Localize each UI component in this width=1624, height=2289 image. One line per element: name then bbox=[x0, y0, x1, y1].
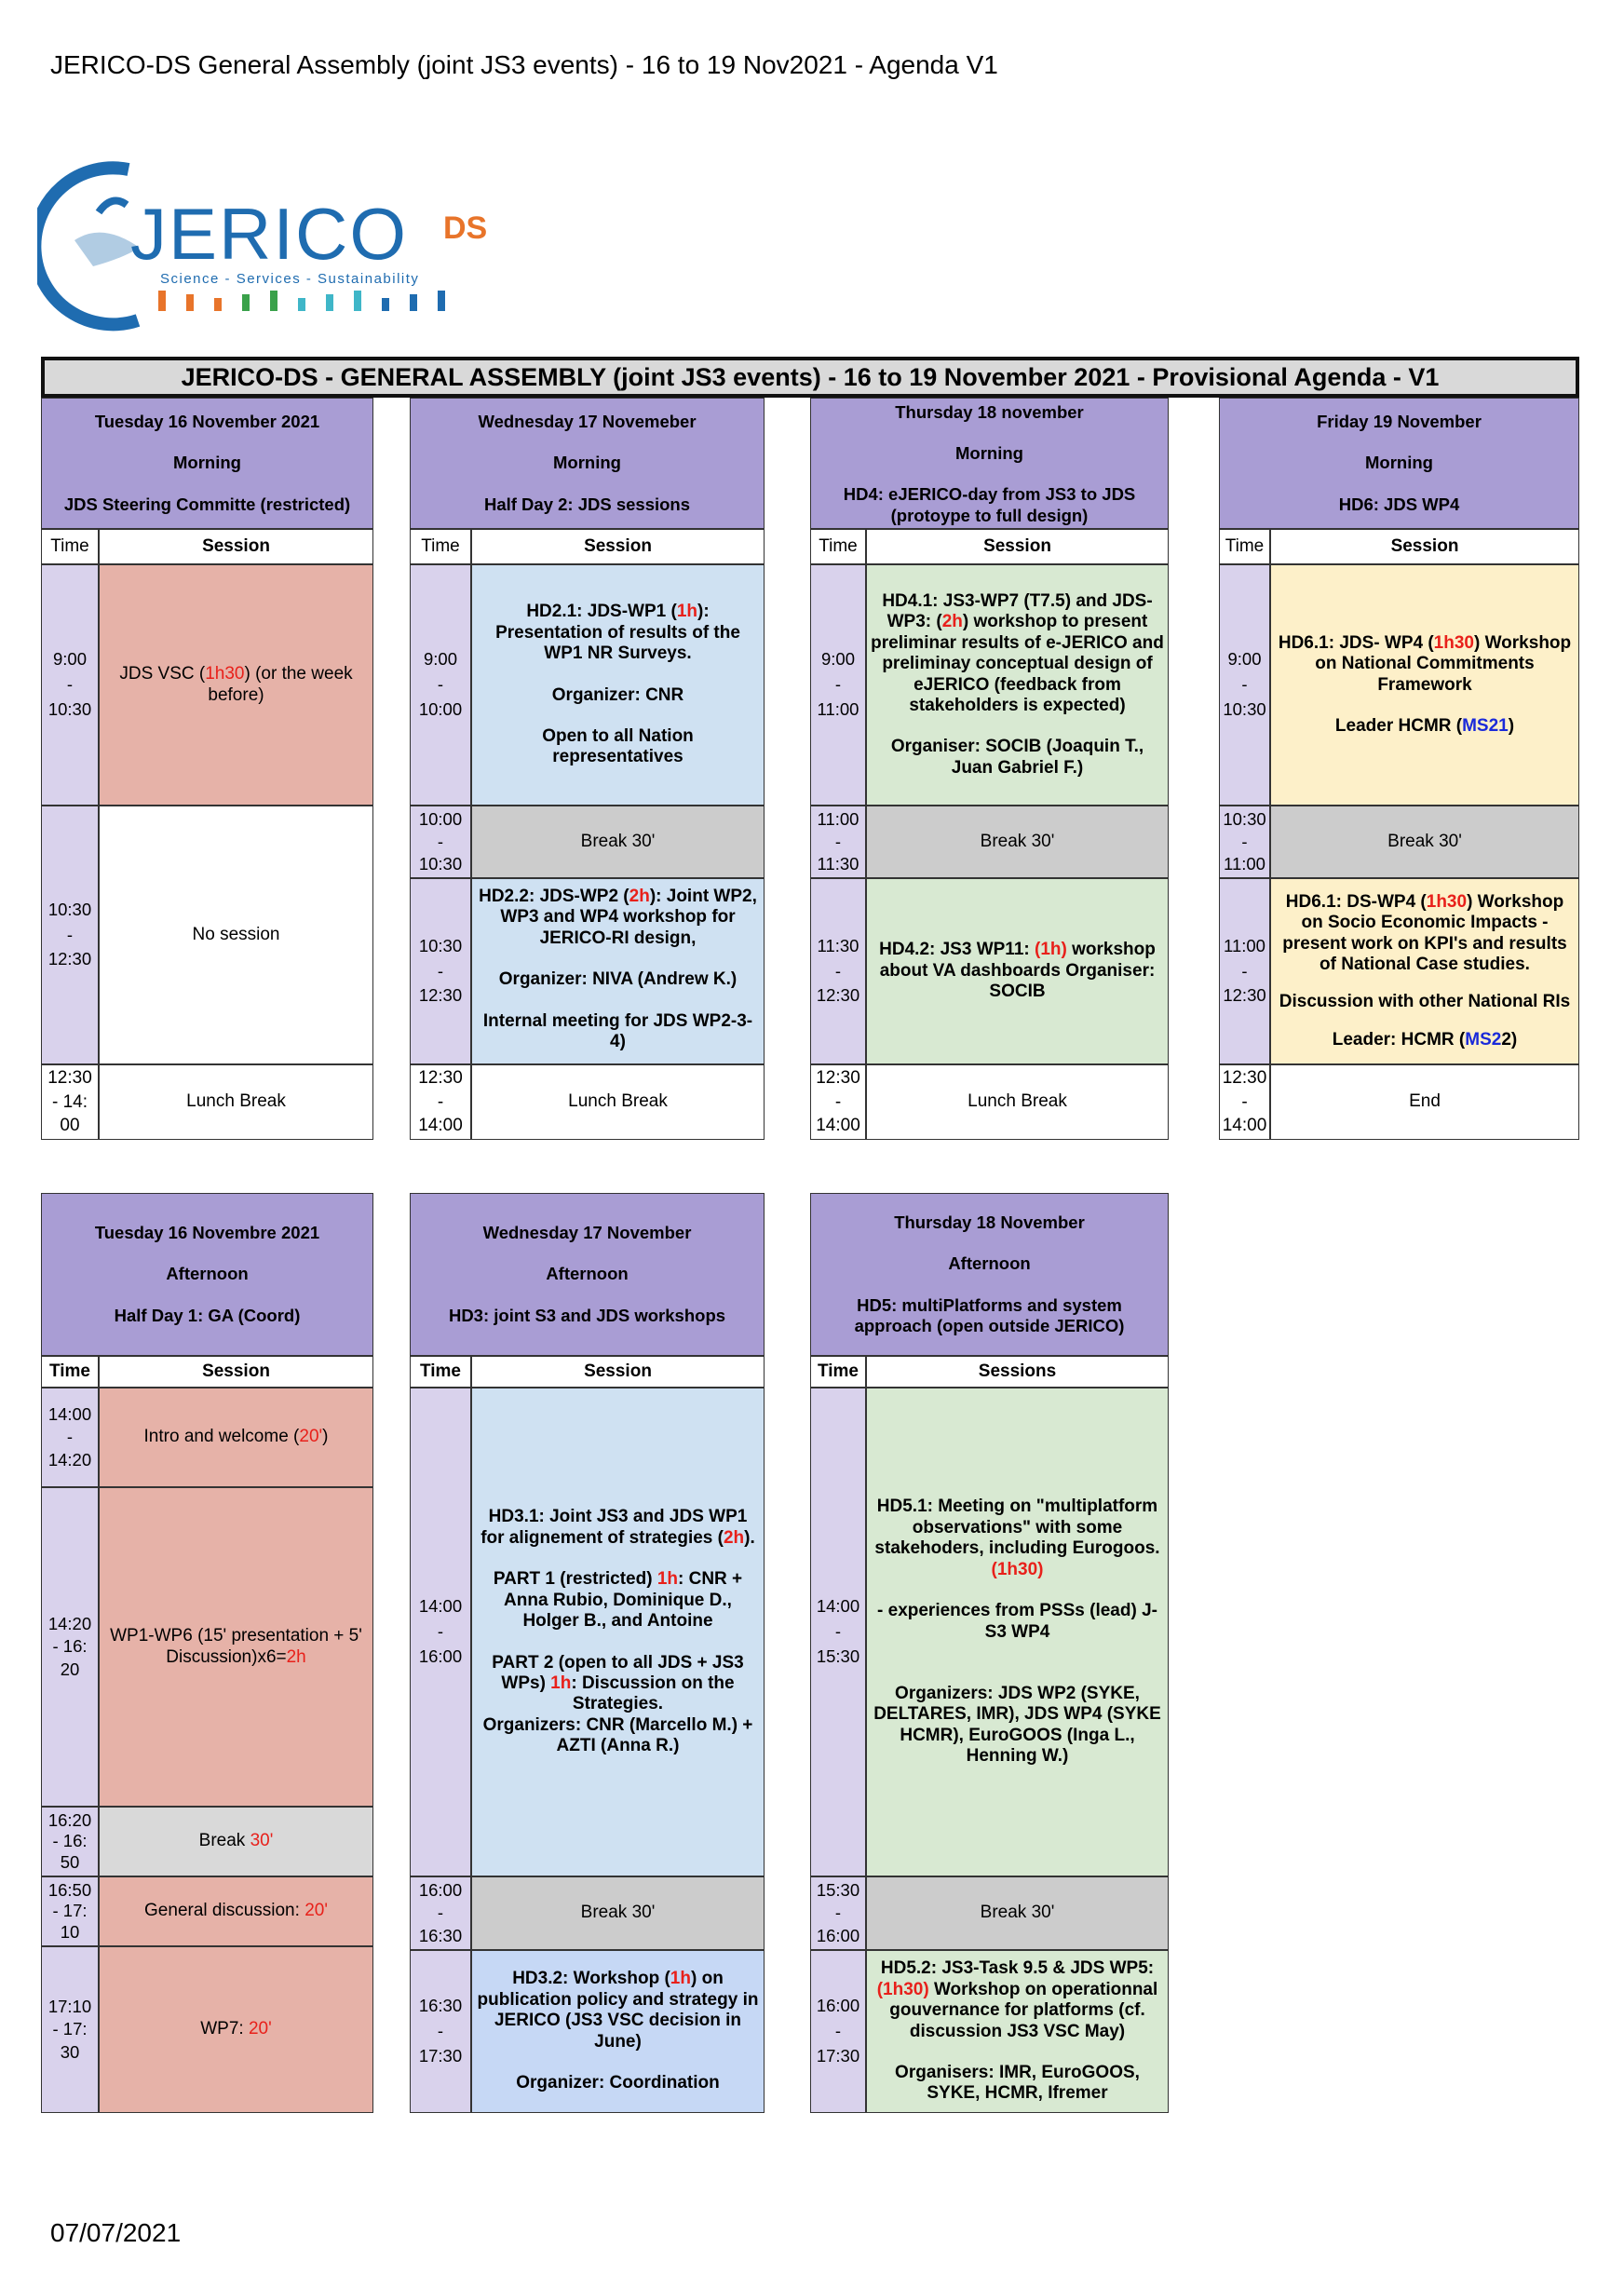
session-end: End bbox=[1270, 1064, 1579, 1140]
logo-color-bars bbox=[158, 291, 445, 311]
day-header: Wednesday 17 Novemeber Morning Half Day 2: JDS sessions bbox=[410, 398, 765, 529]
time-slot: 11:00 - 11:30 bbox=[810, 806, 866, 878]
session-hd5-1: HD5.1: Meeting on "multiplatform observations" with some stakehoders, including Eurogoos. (1h30) - experiences from PSSs (lead) J-S3 WP4 Organizers: JDS WP2 (SYKE, DELTARES, IMR), JDS WP4 (SYKE HCMR), EuroGOOS (Inga L., Henning W.) bbox=[866, 1388, 1169, 1876]
session-intro-welcome: Intro and welcome (20') bbox=[99, 1388, 373, 1487]
footer-date: 07/07/2021 bbox=[50, 2218, 182, 2247]
logo-wordmark: JERICO bbox=[130, 193, 409, 275]
session-break: Break 30' bbox=[471, 806, 765, 878]
time-slot: 11:00 - 12:30 bbox=[1219, 878, 1270, 1064]
time-column-header: Time bbox=[41, 1356, 99, 1388]
session-column-header: Session bbox=[99, 529, 373, 564]
time-slot: 14:00 - 15:30 bbox=[810, 1388, 866, 1876]
session-break: Break 30' bbox=[866, 1876, 1169, 1950]
session-hd3-2: HD3.2: Workshop (1h) on publication policy and strategy in JERICO (JS3 VSC decision in June) Organizer: Coordination bbox=[471, 1950, 765, 2113]
logo-graphic bbox=[37, 156, 521, 333]
session-hd4-1: HD4.1: JS3-WP7 (T7.5) and JDS-WP3: (2h) workshop to present preliminar results of e-JERICO and preliminay conceptual design of eJERICO (feedback from stakeholders is expected) Organiser: SOCIB (Joaquin T., Juan Gabriel F.) bbox=[866, 564, 1169, 806]
session-hd5-2: HD5.2: JS3-Task 9.5 & JDS WP5: (1h30) Workshop on operationnal gouvernance for platforms (cf. discussion JS3 VSC May) Organisers: IMR, EuroGOOS, SYKE, HCMR, Ifremer bbox=[866, 1950, 1169, 2113]
time-slot: 9:00 - 10:30 bbox=[41, 564, 99, 806]
session-break: Break 30' bbox=[99, 1807, 373, 1876]
session-break: Break 30' bbox=[471, 1876, 765, 1950]
time-slot: 9:00 - 11:00 bbox=[810, 564, 866, 806]
day-header: Tuesday 16 Novembre 2021 Afternoon Half Day 1: GA (Coord) bbox=[41, 1193, 373, 1356]
time-slot: 9:00 - 10:30 bbox=[1219, 564, 1270, 806]
time-column-header: Time bbox=[410, 529, 471, 564]
time-slot: 11:30 - 12:30 bbox=[810, 878, 866, 1064]
session-column-header: Sessions bbox=[866, 1356, 1169, 1388]
time-slot: 12:30 - 14: 00 bbox=[41, 1064, 99, 1140]
time-slot: 9:00 - 10:00 bbox=[410, 564, 471, 806]
time-slot: 12:30 - 14:00 bbox=[810, 1064, 866, 1140]
session-column-header: Session bbox=[866, 529, 1169, 564]
time-slot: 16:30 - 17:30 bbox=[410, 1950, 471, 2113]
time-column-header: Time bbox=[410, 1356, 471, 1388]
time-column-header: Time bbox=[810, 529, 866, 564]
session-no-session: No session bbox=[99, 806, 373, 1064]
session-wp7: WP7: 20' bbox=[99, 1946, 373, 2113]
session-break: Break 30' bbox=[866, 806, 1169, 878]
day-header: Wednesday 17 November Afternoon HD3: joint S3 and JDS workshops bbox=[410, 1193, 765, 1356]
session-hd2-1: HD2.1: JDS-WP1 (1h): Presentation of results of the WP1 NR Surveys. Organizer: CNR Open to all Nation representatives bbox=[471, 564, 765, 806]
time-slot: 12:30 - 14:00 bbox=[1219, 1064, 1270, 1140]
time-slot: 16:50 - 17: 10 bbox=[41, 1876, 99, 1946]
session-wp-presentations: WP1-WP6 (15' presentation + 5' Discussion)x6=2h bbox=[99, 1487, 373, 1807]
time-slot: 10:00 - 10:30 bbox=[410, 806, 471, 878]
session-hd4-2: HD4.2: JS3 WP11: (1h) workshop about VA dashboards Organiser: SOCIB bbox=[866, 878, 1169, 1064]
session-jds-vsc: JDS VSC (1h30) (or the week before) bbox=[99, 564, 373, 806]
document-title: JERICO-DS General Assembly (joint JS3 events) - 16 to 19 Nov2021 - Agenda V1 bbox=[50, 50, 998, 79]
session-hd6-1-socio: HD6.1: DS-WP4 (1h30) Workshop on Socio Economic Impacts - present work on KPI's and results of National Case studies. Discussion with other National RIs Leader: HCMR (MS22) bbox=[1270, 878, 1579, 1064]
time-slot: 14:00 - 16:00 bbox=[410, 1388, 471, 1876]
time-slot: 14:00 - 14:20 bbox=[41, 1388, 99, 1487]
session-column-header: Session bbox=[99, 1356, 373, 1388]
time-column-header: Time bbox=[810, 1356, 866, 1388]
day-header: Friday 19 November Morning HD6: JDS WP4 bbox=[1219, 398, 1579, 529]
day-header: Tuesday 16 November 2021 Morning JDS Steering Committe (restricted) bbox=[41, 398, 373, 529]
logo-tagline: Science - Services - Sustainability bbox=[160, 271, 420, 287]
time-slot: 10:30 - 12:30 bbox=[41, 806, 99, 1064]
time-column-header: Time bbox=[41, 529, 99, 564]
time-slot: 15:30 - 16:00 bbox=[810, 1876, 866, 1950]
session-lunch-break: Lunch Break bbox=[99, 1064, 373, 1140]
session-lunch-break: Lunch Break bbox=[471, 1064, 765, 1140]
session-break: Break 30' bbox=[1270, 806, 1579, 878]
session-general-discussion: General discussion: 20' bbox=[99, 1876, 373, 1946]
jerico-ds-logo bbox=[37, 156, 521, 333]
session-column-header: Session bbox=[1270, 529, 1579, 564]
session-lunch-break: Lunch Break bbox=[866, 1064, 1169, 1140]
session-column-header: Session bbox=[471, 1356, 765, 1388]
time-slot: 16:20 - 16: 50 bbox=[41, 1807, 99, 1876]
logo-swirl bbox=[99, 201, 127, 213]
session-hd3-1: HD3.1: Joint JS3 and JDS WP1 for alignement of strategies (2h). PART 1 (restricted) 1h: CNR + Anna Rubio, Dominique D., Holger B., and Antoine PART 2 (open to all JDS + JS3 WPs) 1h: Discussion on the Strategies. Organizers: CNR (Marcello M.) + AZTI (Anna R.) bbox=[471, 1388, 765, 1876]
time-slot: 17:10 - 17: 30 bbox=[41, 1946, 99, 2113]
session-hd6-1: HD6.1: JDS- WP4 (1h30) Workshop on National Commitments Framework Leader HCMR (MS21) bbox=[1270, 564, 1579, 806]
day-header: Thursday 18 November Afternoon HD5: multiPlatforms and system approach (open outside JERICO) bbox=[810, 1193, 1169, 1356]
time-slot: 10:30 - 11:00 bbox=[1219, 806, 1270, 878]
time-slot: 12:30 - 14:00 bbox=[410, 1064, 471, 1140]
time-slot: 16:00 - 16:30 bbox=[410, 1876, 471, 1950]
time-column-header: Time bbox=[1219, 529, 1270, 564]
time-slot: 14:20 - 16: 20 bbox=[41, 1487, 99, 1807]
session-hd2-2: HD2.2: JDS-WP2 (2h): Joint WP2, WP3 and WP4 workshop for JERICO-RI design, Organizer: NIVA (Andrew K.) Internal meeting for JDS WP2-3-4) bbox=[471, 878, 765, 1064]
session-column-header: Session bbox=[471, 529, 765, 564]
time-slot: 10:30 - 12:30 bbox=[410, 878, 471, 1064]
day-header: Thursday 18 november Morning HD4: eJERICO-day from JS3 to JDS (protoype to full design) bbox=[810, 398, 1169, 529]
time-slot: 16:00 - 17:30 bbox=[810, 1950, 866, 2113]
agenda-banner: JERICO-DS - GENERAL ASSEMBLY (joint JS3 events) - 16 to 19 November 2021 - Provisional Agenda - V1 bbox=[41, 357, 1579, 398]
logo-ds-suffix: DS bbox=[443, 210, 488, 246]
